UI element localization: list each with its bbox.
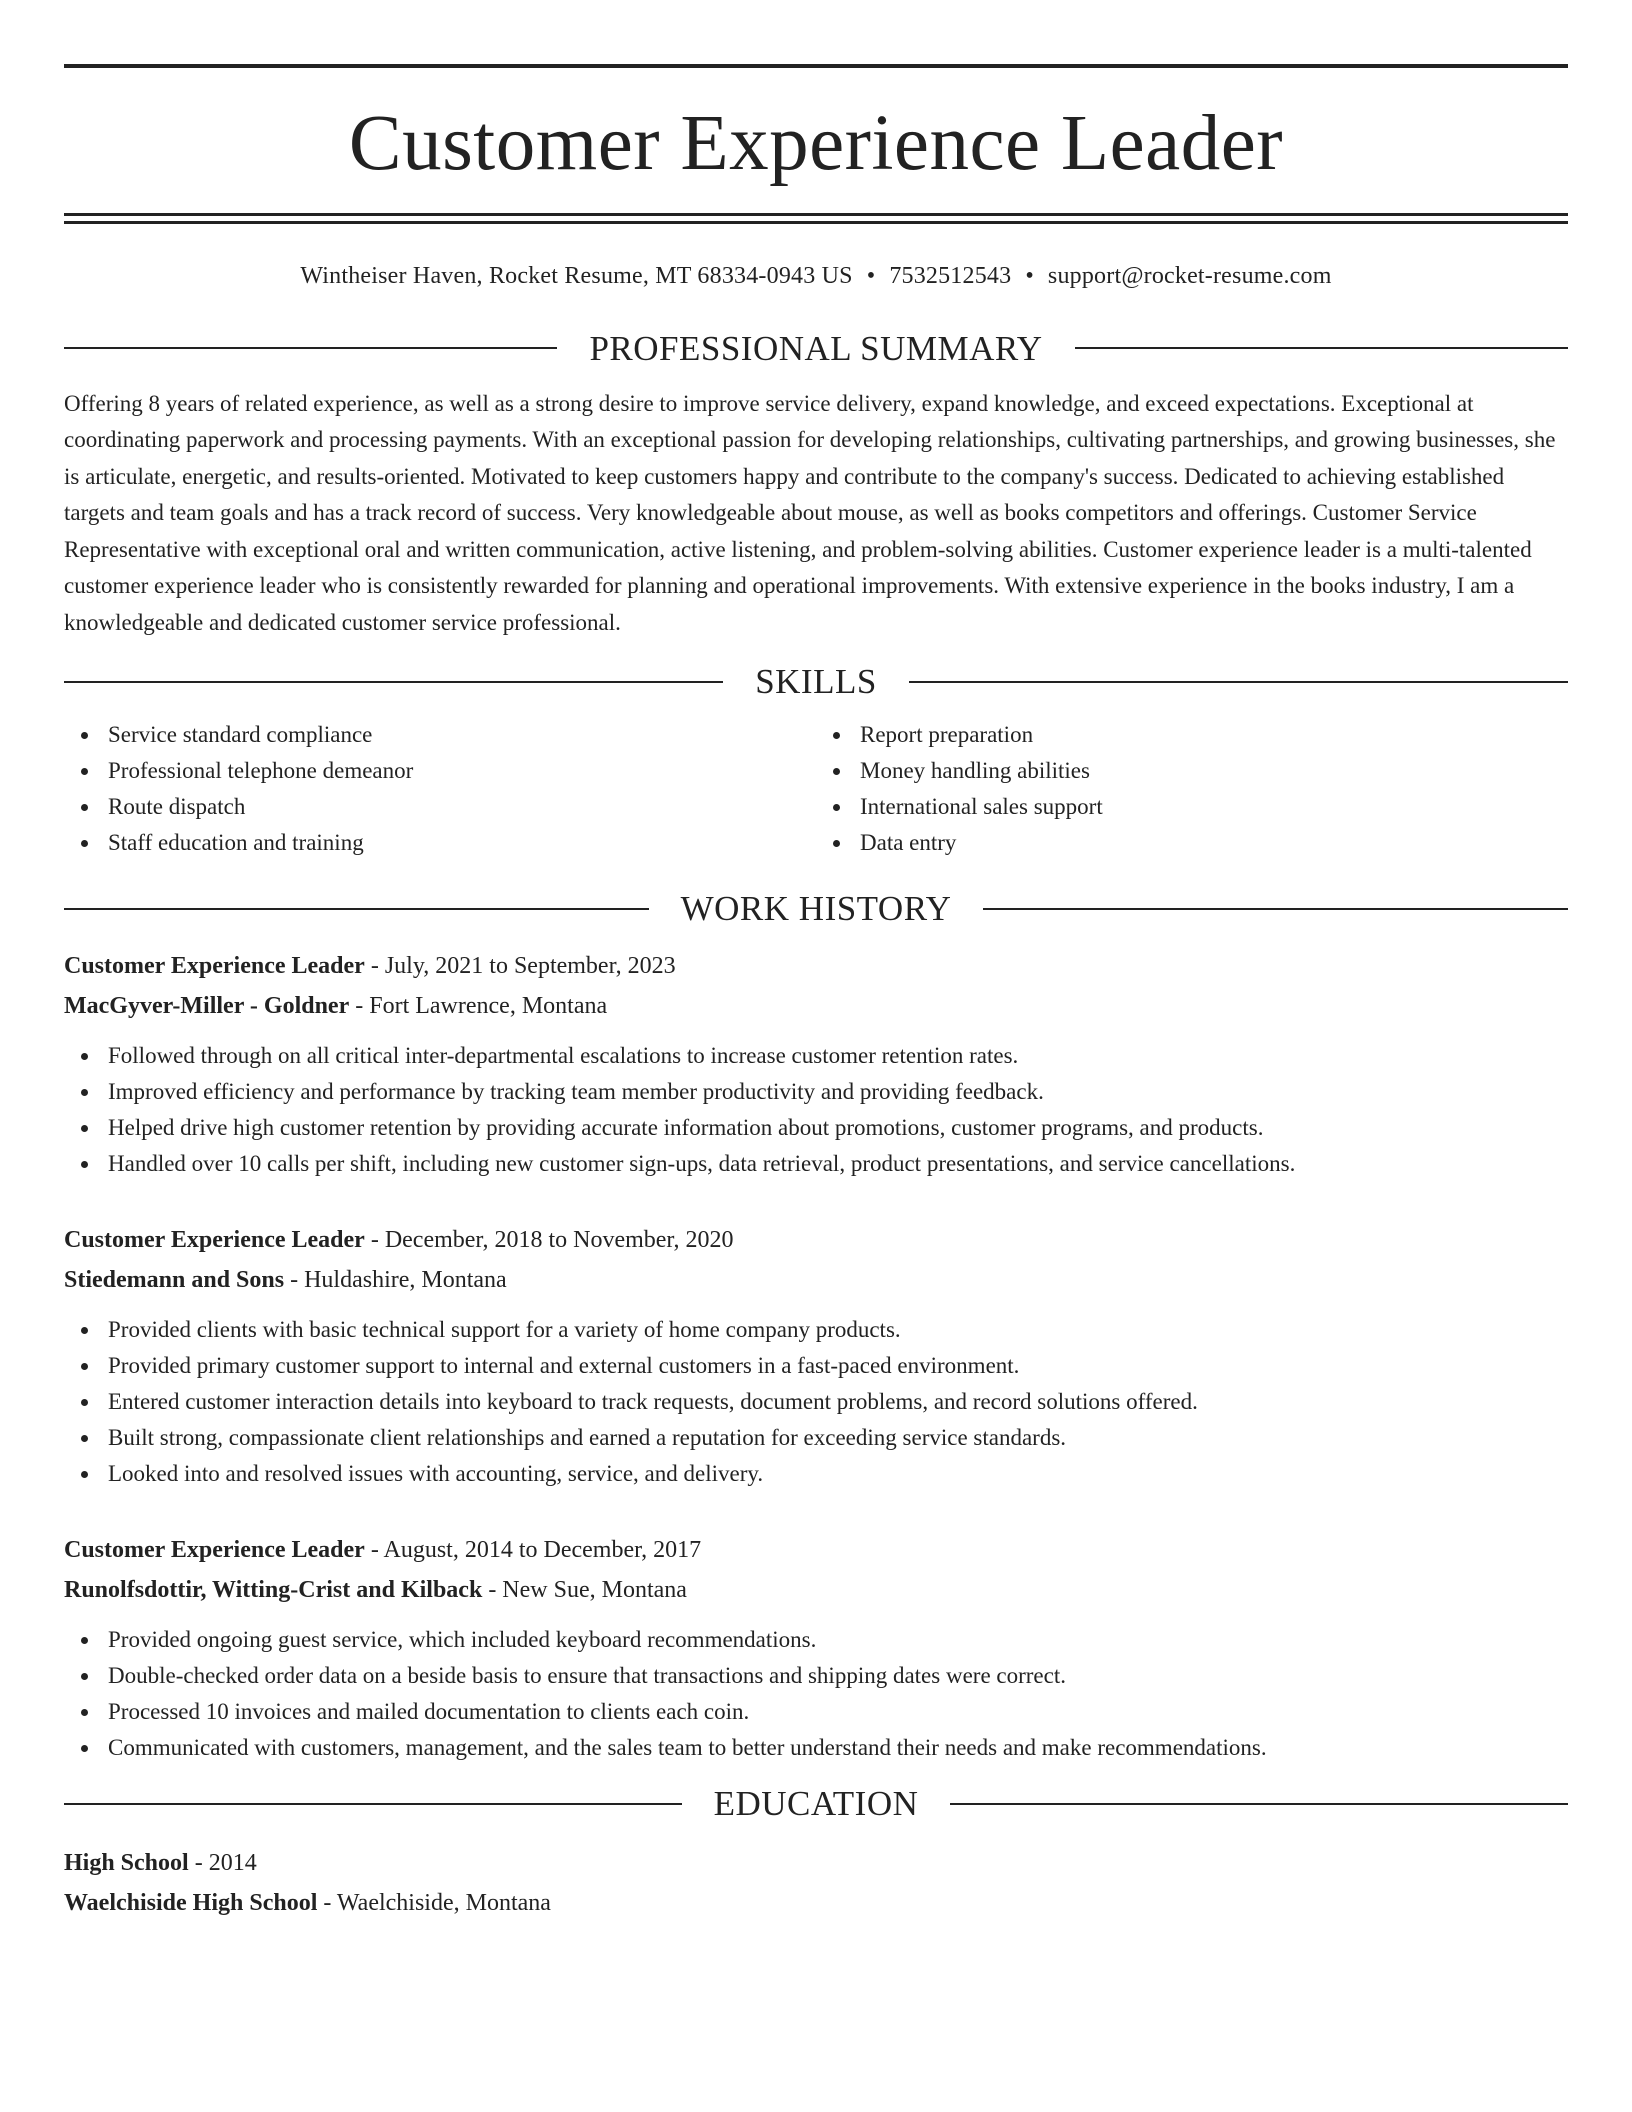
divider-line: [909, 681, 1568, 683]
skill-item: Route dispatch: [64, 789, 816, 825]
skills-column-left: [64, 717, 816, 861]
job-company: MacGyver-Miller - Goldner: [64, 993, 350, 1020]
summary-text: Offering 8 years of related experience, as well as a strong desire to improve service delivery, expand knowledge, and exceed expectations. Exceptional at coordinating paperwork and processing payments. With an exceptional passion for developing relationships, cultivating partnerships, and growing businesses, she is articulate, energetic, and results-oriented. Motivated to keep customers happy and contribute to the company's success. Dedicated to achieving established targets and team goals and has a track record of success. Very knowledgeable about mouse, as well as books competitors and offerings. Customer Service Representative with exceptional oral and written communication, active listening, and problem-solving abilities. Customer experience leader is a multi-talented customer experience leader who is consistently rewarded for planning and operational improvements. With extensive experience in the books industry, I am a knowledgeable and dedicated customer service professional.: [64, 390, 1556, 635]
education-school-line: [64, 1883, 1568, 1923]
job-bullet: Helped drive high customer retention by providing accurate information about promotions, customer programs, and products.: [64, 1110, 1568, 1146]
divider-line: [950, 1803, 1568, 1805]
section-header-education: [64, 1784, 1568, 1824]
skill-item: Data entry: [816, 825, 1568, 861]
divider-line: [983, 908, 1568, 910]
skills-column-right: [816, 717, 1568, 861]
divider-line: [64, 347, 557, 349]
job-bullet: Entered customer interaction details into keyboard to track requests, document problems, and record solutions offered.: [64, 1384, 1568, 1420]
section-title: EDUCATION: [713, 1784, 919, 1824]
section-title: SKILLS: [755, 662, 877, 702]
job-title: Customer Experience Leader: [64, 1227, 365, 1254]
education-school: Waelchiside High School: [64, 1890, 318, 1917]
job-bullet: Handled over 10 calls per shift, including new customer sign-ups, data retrieval, product presentations, and service cancellations.: [64, 1146, 1568, 1182]
job-bullet: Processed 10 invoices and mailed documentation to clients each coin.: [64, 1694, 1568, 1730]
skill-item: International sales support: [816, 789, 1568, 825]
job-company: Runolfsdottir, Witting-Crist and Kilback: [64, 1577, 483, 1604]
job-dates: - December, 2018 to November, 2020: [364, 1227, 734, 1254]
section-title: WORK HISTORY: [680, 889, 952, 929]
section-header-summary: [64, 328, 1568, 368]
job-title-line: [64, 946, 1568, 986]
divider-line: [64, 908, 649, 910]
skills-list: [64, 717, 1568, 861]
job-company-line: [64, 986, 1568, 1026]
job-entry: [64, 1220, 1568, 1492]
contact-email: support@rocket-resume.com: [1047, 263, 1332, 289]
education-year: - 2014: [188, 1850, 257, 1877]
job-bullet: Double-checked order data on a beside basis to ensure that transactions and shipping dates were correct.: [64, 1658, 1568, 1694]
education-entry: [64, 1843, 1568, 1923]
job-company: Stiedemann and Sons: [64, 1267, 285, 1294]
skill-item: Staff education and training: [64, 825, 816, 861]
job-company-line: [64, 1260, 1568, 1300]
job-company-line: [64, 1570, 1568, 1610]
skill-item: Service standard compliance: [64, 717, 816, 753]
job-bullets: [64, 1038, 1568, 1182]
job-bullet: Communicated with customers, management, and the sales team to better understand their needs and make recommendations.: [64, 1730, 1568, 1766]
job-bullet: Improved efficiency and performance by tracking team member productivity and providing feedback.: [64, 1074, 1568, 1110]
contact-line: [64, 262, 1568, 291]
job-location: - Huldashire, Montana: [284, 1267, 507, 1294]
job-bullet: Provided ongoing guest service, which included keyboard recommendations.: [64, 1622, 1568, 1658]
job-bullets: [64, 1622, 1568, 1766]
section-header-skills: [64, 662, 1568, 702]
job-title: Customer Experience Leader: [64, 1537, 365, 1564]
section-header-work: [64, 889, 1568, 929]
title-double-rule: [64, 213, 1568, 224]
job-location: - New Sue, Montana: [482, 1577, 687, 1604]
job-bullet: Looked into and resolved issues with accounting, service, and delivery.: [64, 1456, 1568, 1492]
top-rule: [64, 64, 1568, 68]
divider-line: [64, 1803, 682, 1805]
skill-item: Professional telephone demeanor: [64, 753, 816, 789]
resume-title: Customer Experience Leader: [348, 100, 1284, 187]
job-bullets: [64, 1312, 1568, 1492]
divider-line: [64, 681, 723, 683]
job-bullet: Provided primary customer support to internal and external customers in a fast-paced environment.: [64, 1348, 1568, 1384]
job-entry: [64, 946, 1568, 1182]
job-title-line: [64, 1220, 1568, 1260]
contact-phone: 7532512543: [889, 263, 1012, 289]
education-degree: High School: [64, 1850, 189, 1877]
contact-separator: •: [866, 263, 876, 289]
job-entry: [64, 1530, 1568, 1766]
section-title: PROFESSIONAL SUMMARY: [589, 328, 1043, 368]
education-degree-line: [64, 1843, 1568, 1883]
education-location: - Waelchiside, Montana: [317, 1890, 551, 1917]
job-dates: - August, 2014 to December, 2017: [364, 1537, 702, 1564]
job-bullet: Followed through on all critical inter-departmental escalations to increase customer retention rates.: [64, 1038, 1568, 1074]
job-location: - Fort Lawrence, Montana: [349, 993, 608, 1020]
contact-address: Wintheiser Haven, Rocket Resume, MT 68334-0943 US: [300, 263, 853, 289]
job-title-line: [64, 1530, 1568, 1570]
skill-item: Report preparation: [816, 717, 1568, 753]
job-title: Customer Experience Leader: [64, 953, 365, 980]
job-bullet: Built strong, compassionate client relationships and earned a reputation for exceeding service standards.: [64, 1420, 1568, 1456]
contact-separator: •: [1025, 263, 1034, 289]
job-dates: - July, 2021 to September, 2023: [364, 953, 676, 980]
skill-item: Money handling abilities: [816, 753, 1568, 789]
divider-line: [1075, 347, 1568, 349]
job-bullet: Provided clients with basic technical support for a variety of home company products.: [64, 1312, 1568, 1348]
